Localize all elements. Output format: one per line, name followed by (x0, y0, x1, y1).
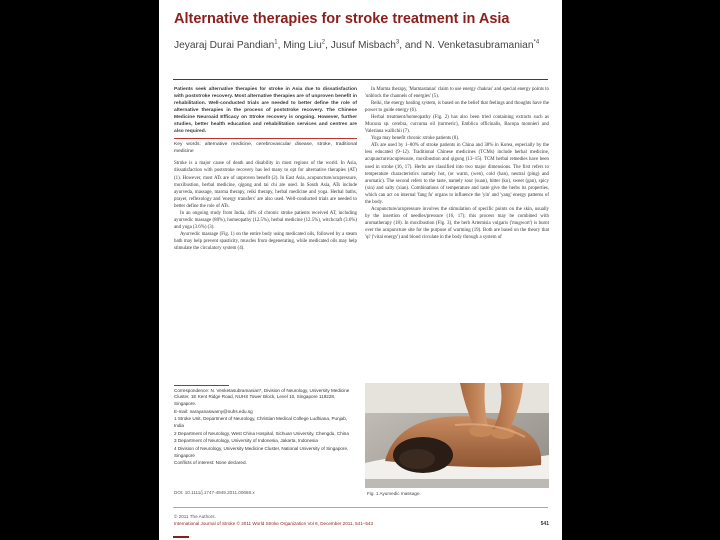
correspondence-notes (174, 388, 357, 468)
author-list (174, 40, 559, 51)
figure-caption: Fig. 1 Ayurvedic massage. (367, 491, 421, 496)
page-number: 541 (540, 521, 549, 527)
doi: DOI: 10.1111/j.1747-4949.2011.00668.x (174, 490, 255, 495)
footnote-divider (174, 385, 229, 386)
author: N. Venketasubramanian$^{*4}$ (424, 40, 540, 52)
body-paragraph: In an ongoing study from India, 44% of chronic stroke patients received AT, including ayurvedic massage (80%), homeopathy (12.5%), herbal medicine (12.5%), witchcraft (3.6%) and yoga (3.6%) (3). (174, 210, 357, 230)
footer-accent-mark (173, 536, 189, 538)
body-paragraph: Ayurvedic massage (Fig. 1) on the entire body using medicated oils, followed by a steam bath may help prevent spasticity, muscles from degenerating, while medicated oils may help stimulate the circulatory system (4). (174, 231, 357, 251)
body-paragraph: Yoga may benefit chronic stroke patients (8). (371, 136, 460, 142)
body-paragraph: Stroke is a major cause of death and disability in most regions of the world. In Asia, dissatisfaction with poststroke recovery has led many to opt for alternative therapies (AT) (1). However, most ATs are of unproven benefit (2). In East Asia, acupuncture/acupressure, moxibustion, herbal medicine, qigong and tai chi are used. In South Asia, ATs include ayurveda, massage, marma therapy, reiki therapy, herbal medicine and yoga. Herbal baths, prayer, reflexology and 'energy transfers' are also used. Well-conducted trials are needed to better define the role of ATs. (174, 161, 357, 209)
article-title: Alternative therapies for stroke treatment in Asia (174, 11, 510, 27)
correspondence: Correspondence: N. Venketasubramanian*, Division of Neurology, University Medicine Cluster, 1E Kent Ridge Road, NUHS Tower Block, Level 10, Singapore 119228, Singapore. (174, 388, 350, 406)
conflicts: Conflicts of interest: None declared. (174, 460, 247, 466)
body-paragraph: ATs are used by 1–80% of stroke patients in China and 38% in Korea, especially by the less educated (9–12). Traditional Chinese medicines (TCMs) include herbal medicine, acupuncture/acupressure, moxibustion and qigong (13–15). TCM herbal remedies have been used in stroke (16, 17). Herbs are classified into two major dimensions. The first refers to temperature characteristics namely hot, (or warm, (wen), cold (han), neutral (ping) and aromatic). The second refers to the taste, namely sour (suan), bitter (ku), sweet (gan), spicy (xin) and salty (xian). Combinations of temperature and taste give the herbs its properties, which can act on internal 'fang fu' organs to influence the 'yin' and 'yang' energy patterns of the body. (365, 143, 549, 205)
affiliation: 2 Department of Neurology, West China Hospital, Sichuan University, Chengdu, China (174, 430, 349, 436)
body-paragraph: Acupuncture/acupressure involves the stimulation of specific points on the skin, usually by the insertion of needles/pressure (16, 17); this process may be combined with aromatherapy (18). In moxibustion (Fig. 3), the herb Artemisia vulgaris ('mugwort') is burnt over the acupuncture site for the purpose of warming (19). Both are based on the theory that 'qi' ('vital energy') and blood circulate in the body through a system of (365, 206, 549, 240)
copyright: © 2011 The Authors. (174, 514, 216, 519)
title-divider (173, 79, 548, 80)
ayurvedic-massage-photo (365, 383, 549, 488)
abstract-text: Patients seek alternative therapies for stroke in Asia due to dissatisfaction with poststroke recovery. Most alternative therapies are of unproven benefit in rehabilitation. Well-conducted trials are needed to better define the role of alternative therapies in the process of poststroke recovery. The Chinese Medicine Neuroaid Efficacy on Stroke recovery is ongoing. However, further studies, better health education and rehabilitation services and centres are also required. (174, 87, 357, 135)
author: Jeyaraj Durai Pandian$^1$, (174, 40, 284, 52)
author: Ming Liu$^2$, (283, 40, 331, 52)
right-column (365, 86, 549, 241)
body-paragraph: Herbal treatment/homeopathy (Fig. 2) has also been tried containing extracts such as Mucuna sp. cerebra, curcuma oil (turmeric), Emblica officinalis, Bacopa monnieri and Valeriana wallichii (7). (365, 115, 549, 135)
affiliation: 1 Stroke Unit, Department of Neurology, Christian Medical College Ludhiana, Punjab, India (174, 416, 348, 428)
journal-page (159, 0, 562, 540)
author: Jusuf Misbach$^3$, and (330, 40, 425, 52)
affiliation: 4 Division of Neurology, University Medicine Cluster, National University of Singapore, Singapore (174, 446, 349, 458)
body-paragraph: In Marma therapy, 'Marmastanas' claim to use energy chakras' and special energy points to 'unblock the channels of energies' (5). (365, 87, 549, 100)
affiliation: 3 Department of Neurology, University of Indonesia, Jakarta, Indonesia (174, 438, 318, 444)
abstract-box (174, 86, 357, 139)
email: E-mail: narayanaswamy@nuhs.edu.sg (174, 408, 253, 414)
footer (174, 513, 474, 527)
footer-divider (173, 507, 548, 508)
journal-line: International Journal of Stroke © 2011 World Stroke Organization Vol 6, December 2011, 541–543 (174, 521, 373, 526)
body-paragraph: Reiki, the energy healing system, is based on the belief that feelings and thoughts have the power to guide energy (6). (365, 101, 549, 114)
keywords: Key words: alternative medicine, cerebrovascular disease, stroke, traditional medicine (174, 142, 357, 155)
left-column (174, 86, 357, 252)
